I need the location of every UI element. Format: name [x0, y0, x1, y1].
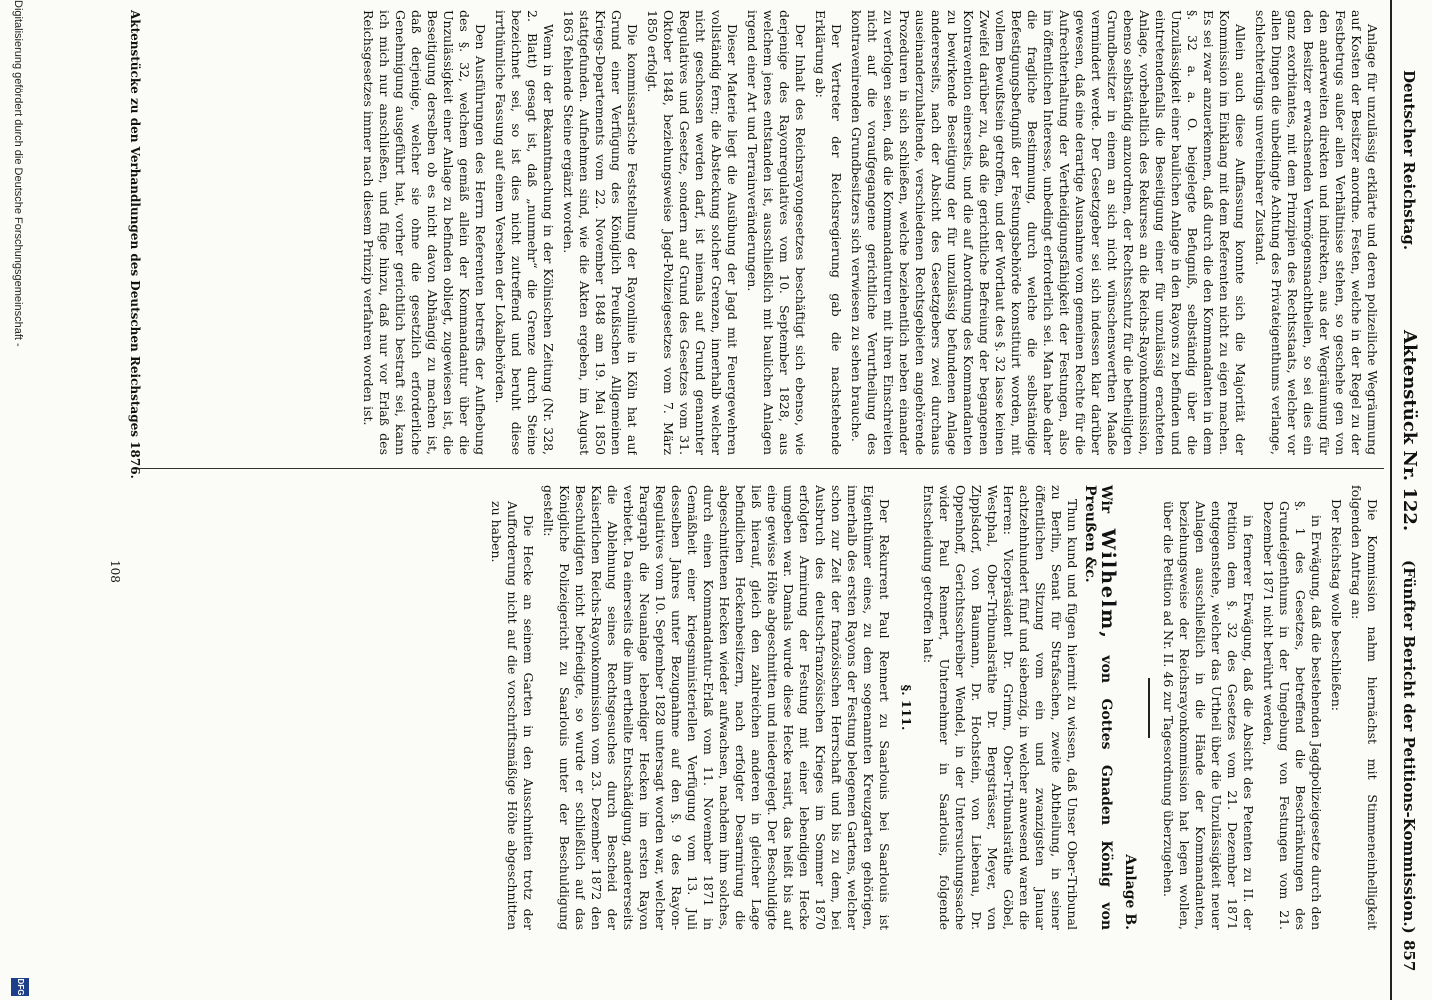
left-paragraph: Allein auch diese Auffassung konnte sich die Majorität der Kommission im Einklang mit dem Referenten nicht zu eigen machen. Es sei zwar anzuerkennen, daß durch die den Kommandanten in dem §. 32 a. a. O. beigelegte Befugniß, selbständig über die Unzulässigkeit einer baulichen Anlage in den Rayons zu befinden und eintretendenfalls die Beseitigung einer für unzulässig erachteten Anlage, vorbehaltlich des Rekurses an die Reichs-Rayonkommission, ebenso selbständig anzuordnen, der Rechtsschutz für die betheiligten Grundbesitzer in einem an sich nicht wünschenswerthen Maaße vermindert werde. Der Gesetzgeber sei sich indessen klar darüber gewesen, daß eine derartige Ausnahme vom gemeinen Rechte für die Aufrechterhaltung der Vertheidigungsfähigkeit der Festungen, also im öffentlichen Interesse, unbedingt erforderlich sei. Man habe daher die fragliche Bestimmung, durch welche die selbständige Befestigungsbefugniß der Festungsbehörde konstituirt worden, mit vollem Bewußtsein getroffen, und der Wortlaut des §. 32 lasse keinen Zweifel darüber zu, daß die gerichtliche Befreiung der begangenen Kontravention einerseits, und die auf Anordnung des Kommandanten zu bewirkende Beseitigung der für unzulässig befundenen Anlage andererseits, nach der Absicht des Gesetzgebers zwei durchaus auseinanderzuhaltende, verschiedenen Rechtsgebieten angehörende Prozeduren in sich schließen, welche beziehentlich neben einander zu verfolgen seien, daß die Kommandanturen mit ihren Einschreiten nicht auf die voraufgegangene gerichtliche Verurtheilung des kontravenirenden Grundbesitzers sich verwiesen zu sehen brauche. — [849, 10, 1248, 455]
paragraph-number: §. 111. — [899, 684, 914, 731]
anlage-title: Anlage B. — [1122, 854, 1138, 930]
page-header — [1390, 0, 1432, 1000]
decree-heading — [1082, 485, 1119, 930]
decree-name: Wilhelm, — [1097, 528, 1119, 640]
right-column — [150, 485, 1380, 930]
left-paragraph: Die kommissarische Feststellung der Rayonlinie in Köln hat auf Grund einer Verfügung des Königlich Preußischen Allgemeinen Kriegs-Departements vom 22. November 1848 am 19. Mai 1850 stattgefunden. Aufnehmen sind, wie die Akten ergeben, im August 1863 fehlende Steine ergänzt worden. — [561, 10, 640, 455]
right-intro: in fernerer Erwägung, daß die Absicht des Petenten zu II. der Petition dem §. 32 des Gesetzes vom 21. Dezember 1871 entgegenstehe, welcher das Urtheil über die Unzulässigkeit neuer Anlagen ausschließlich in die Hände der Kommandanten, beziehungsweise der Reichsrayonkommission hat legen wollen, über die Petition ad Nr. II. 46 zur Tagesordnung überzugehen. — [1161, 501, 1256, 930]
right-intro: in Erwägung, daß die bestehenden Jagdpolizeigesetze durch den §. 1 des Gesetzes, betreffend die Beschränkungen des Grundeigenthums in der Umgebung von Festungen vom 21. Dezember 1871 nicht berührt werden, — [1261, 501, 1324, 930]
left-paragraph: Der Inhalt des Reichsrayongesetzes beschäftigt sich ebenso, wie derjenige des Rayonregulatives vom 10. September 1828, aus welchem jenes entstanden ist, ausschließlich mit baulichen Anlagen irgend einer Art und Terrainveränderungen. — [745, 10, 808, 455]
right-intro: Die Kommission nahm hiernächst mit Stimmeneinhelligkeit folgenden Antrag an: — [1349, 485, 1380, 930]
left-paragraph: Dieser Materie liegt die Ausübung der Jagd mit Feuergewehren vollständig fern; die Absteckung solcher Grenzen, innerhalb welcher nicht geschossen werden darf, ist niemals auf Grund genannter Regulatives und Gesetze, sondern auf Grund des Gesetzes vom 31. Oktober 1848, beziehungsweise Jagd-Polizeigesetzes vom 7. März 1850 erfolgt. — [645, 10, 740, 455]
page-footer: 108 — [108, 560, 122, 583]
column-divider — [134, 468, 1384, 469]
right-paragraph: Die Hecke an seinem Garten in den Ausschnitten trotz der Aufforderung nicht auf die vorschriftsmäßige Höhe abgeschnitten zu haben. — [489, 501, 536, 930]
header-right: (Fünfter Bericht der Petitions-Kommission.) — [1400, 560, 1418, 934]
footnote: Aktenstücke zu den Verhandlungen des Deutschen Reichstages 1876. — [128, 10, 142, 479]
left-paragraph: Wenn in der Bekanntmachung in der Kölnischen Zeitung (Nr. 328, 2. Blatt) gesagt ist, daß „nunmehr“ die Grenze durch Steine bezeichnet sei, so ist dies nicht zutreffend und beruht diese irrthümliche Fassung auf einem Versehen der Lokalbehörden. — [493, 10, 556, 455]
right-intro: Der Reichstag wolle beschließen: — [1329, 499, 1344, 711]
section-rule — [1148, 678, 1150, 738]
left-paragraph: Der Vertreter der Reichsregierung gab die nachstehende Erklärung ab: — [813, 10, 844, 455]
header-left: Deutscher Reichstag. — [1400, 70, 1418, 251]
dfg-logo: DFG — [11, 978, 29, 996]
decree-start: Wir — [1098, 485, 1114, 514]
digitization-credit — [0, 0, 34, 1000]
header-center: Aktenstück Nr. 122. — [1399, 330, 1420, 532]
page-number: 857 — [1400, 940, 1418, 972]
right-paragraph: Der Rekurrent Paul Rennert zu Saarlouis bei Saarlouis ist Eigenthümer eines, zu dem sogenannten Kreuzgarten gehörigen, innerhalb des ersten Rayons der Festung belegenen Gartens, welcher schon zur Zeit der französischen Herrschaft und bis zu dem, bei Ausbruch des deutsch-französischen Krieges im Sommer 1870 erfolgten Armirung der Festung mit einer lebendigen Hecke umgeben war. Damals wurde diese Hecke rasirt, das heißt bis auf eine gewisse Höhe abgeschnitten und niedergelegt. Der Beschuldigte ließ hierauf, gleich den zahlreichen anderen in gleicher Lage befindlichen Heckenbesitzern, nach erfolgter Desarmirung die abgeschnittenen Hecken wieder aufwachsen, nachdem ihm solches, durch einen Kommandantur-Erlaß vom 11. November 1871 in Gemäßheit einer kriegsministeriellen Verfügung vom 13. Juli desselben Jahres unter Bezugnahme auf den §. 9 des Rayon-Regulatives vom 10. September 1828 untersagt worden war, welcher Paragraph die Neuanlage lebendiger Hecken im ersten Rayon verbietet. Da einerseits die ihm ertheilte Entschädigung, andererseits die Ablehnung seines Rechtsgesuches durch Bescheid der Kaiserlichen Reichs-Rayonkommission vom 23. Dezember 1872 den Beschuldigten nicht befriedigte, so wurde er schließlich auf das Königliche Polizeigericht zu Saarlouis unter der Beschuldigung gestellt: — [541, 485, 892, 930]
credit-text: Digitalisierung gefördert durch die Deutsche Forschungsgemeinschaft - — [12, 0, 24, 347]
left-paragraph: Den Ausführungen des Herrn Referenten betreffs der Aufhebung des §. 32, welchem gemäß allein der Kommandantur über die Unzulässigkeit einer Anlage zu befinden obliegt, zugewiesen ist, die Beseitigung derselben ob es nicht davon Abhängig zu machen ist, daß derjenige, welcher sie ohne die gesetzlich erforderliche Genehmigung ausgeführt hat, vorher gerichtlich bestraft sei, kann ich mich nur anschließen, und füge hinzu, daß nur vor Erlaß des Reichsgesetzes immer nach diesem Prinzip verfahren worden ist. — [361, 10, 488, 455]
left-paragraph: Anlage für unzulässig erklärte und deren polizeiliche Wegräumung auf Kosten der Besitzer anordne. Festen, welche in der Regel zu der Festbetrugs außer allen Verhältnisse stehen, so geschehe gen von den anderweiten direkten und indirekten, aus der Wegräumung für den Besitzer erwachsenden Vermögensnachtheilen, so sei dies ein ganz exorbitantes, mit dem Prinzipien des Rechtsstaats, welcher vor allen Dingen die unbedingte Achtung des Privateigenthums verlange, schlechterdings unvereinbarer Zustand. — [1253, 10, 1380, 455]
left-column — [150, 10, 1380, 455]
decree-rest: von Gottes Gnaden König von Preußen &c. — [1082, 485, 1114, 930]
decree-text: Thun kund und fügen hiermit zu wissen, daß Unser Ober-Tribunal zu Berlin, Senat für Strafsachen, zweite Abtheilung, in seiner öffentlichen Sitzung vom ein und zwanzigsten Januar achtzehnhundert fünf und siebenzig, in welcher anwesend waren die Herren: Vicepräsident Dr. Grimm, Ober-Tribunalsräthe Göbel, Westphal, Ober-Tribunalsräthe Dr. Bergsträsser, Meyer, von Zipplsdorf, von Baumann, Dr. Hochstein, von Liebenau, Dr. Oppenhoff, Gerichtsschreiber Wendel, in der Untersuchungssache wider Paul Rennert, Unternehmer in Saarlouis, folgende Entscheidung getroffen hat: — [921, 485, 1080, 930]
